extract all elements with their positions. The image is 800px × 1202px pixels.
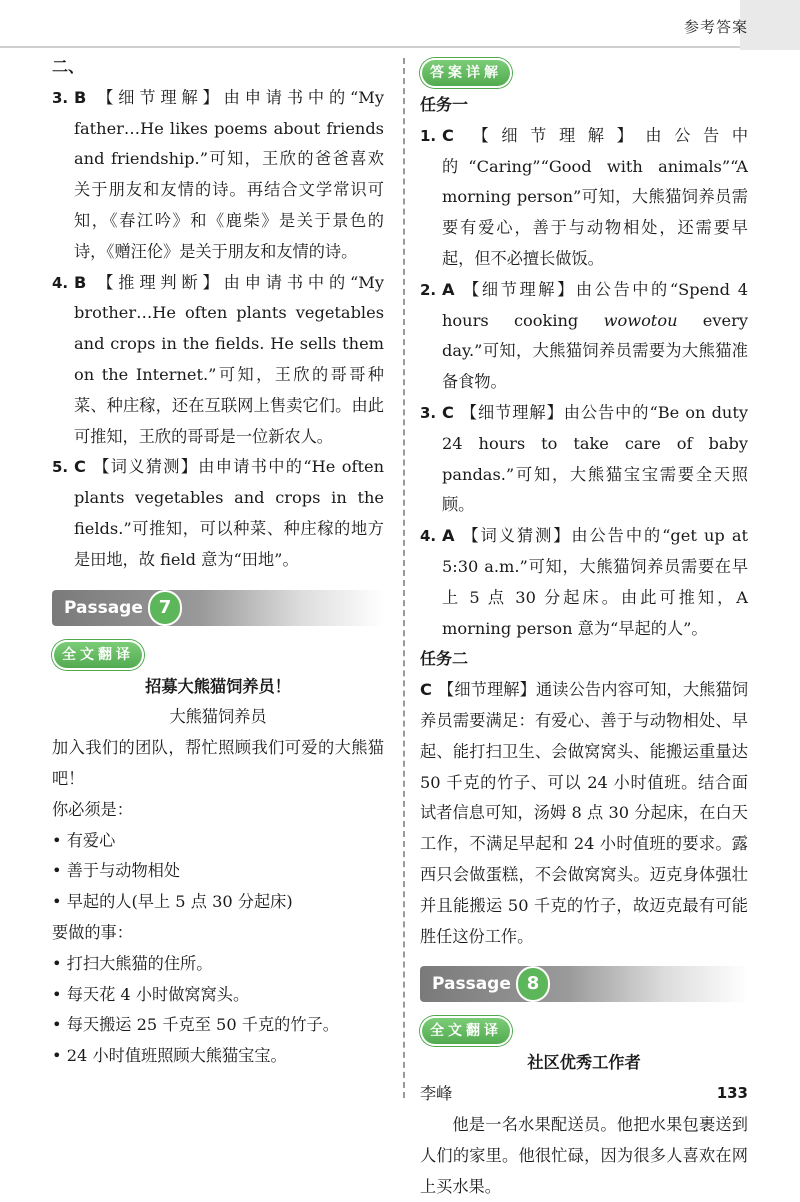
answer-item xyxy=(52,83,384,268)
explanation-text: 通读公告内容可知，大熊猫饲养员需要满足：有爱心、善于与动物相处、早起、能打扫卫生、会做窝窝头、能搬运重量达 50 千克的竹子、可以 24 小时值班。结合面试者信息可知，汤姆 8 点 30 分起床，在白天工作，不满足早起和 24 小时值班的要求。露西只会做蛋糕，不会做窝窝头。迈克身体强壮并且能搬运 50 千克的竹子，故迈克最有可能胜任这份工作。 xyxy=(420,680,749,946)
passage-banner xyxy=(52,590,384,626)
item-number: 3. xyxy=(420,403,437,422)
answer-item xyxy=(52,268,384,453)
question-type-tag: 【细节理解】 xyxy=(460,279,576,299)
list-item: • 24 小时值班照顾大熊猫宝宝。 xyxy=(52,1041,384,1072)
explanation-text: 由公告中的“get up at 5:30 a.m.”可知，大熊猫饲养员需要在早上 5 点 30 分起床。由此可推知，A morning person 意为“早起的人”。 xyxy=(442,526,748,638)
question-type-tag: 【细节理解】 xyxy=(459,402,564,422)
answer-letter: C xyxy=(442,402,454,422)
top-bar xyxy=(0,0,800,50)
passage-label: Passage xyxy=(64,597,143,618)
explanation-text: 由申请书中的“My brother…He often plants vegetables and crops in the fields. He sells them on the Internet.”可知，王欣的哥哥种菜、种庄稼，还在互联网上售卖它们。由此可推知，王欣的哥哥是一位新农人。 xyxy=(74,272,385,446)
explanation-text: 由公告中的“Be on duty 24 hours to take care of baby pandas.”可知，大熊猫宝宝需要全天照顾。 xyxy=(442,402,749,515)
explanation-text: 由公告中的“Caring”“Good with animals”“A morning person”可知，大熊猫饲养员需要有爱心，善于与动物相处，还需要早起，但不必擅长做饭。 xyxy=(442,125,749,268)
answer-letter: A xyxy=(442,526,455,546)
question-type-tag: 【细节理解】 xyxy=(92,87,224,107)
item-number: 4. xyxy=(420,527,437,546)
answer-item xyxy=(420,121,748,275)
task-two-explanation xyxy=(420,675,748,952)
duties-heading: 要做的事： xyxy=(52,922,133,942)
question-type-tag: 【词义猜测】 xyxy=(460,526,572,546)
answer-item xyxy=(420,275,748,398)
question-type-tag: 【推理判断】 xyxy=(92,272,224,292)
item-number: 1. xyxy=(420,126,437,145)
question-type-tag: 【词义猜测】 xyxy=(91,457,199,477)
passage-label: Passage xyxy=(432,974,511,995)
answer-letter: C xyxy=(74,457,86,477)
passage-number: 7 xyxy=(150,592,180,624)
list-item: • 打扫大熊猫的住所。 xyxy=(52,949,384,980)
task-two-heading: 任务二 xyxy=(420,649,469,669)
item-number: 3. xyxy=(52,88,69,107)
right-column xyxy=(420,52,748,1202)
header-rule xyxy=(0,46,800,48)
answer-letter: C xyxy=(420,680,432,700)
item-number: 4. xyxy=(52,273,69,292)
translation-badge: 全文翻译 xyxy=(52,640,144,670)
answer-item xyxy=(52,452,384,575)
running-header: 参考答案 xyxy=(683,18,748,36)
question-type-tag: 【细节理解】 xyxy=(437,680,536,700)
answer-item xyxy=(420,521,748,644)
explanation-text: 由申请书中的“My father…He likes poems about friends and friendship.”可知，王欣的爸爸喜欢关于朋友和友情的诗。再结合文学常识可知，《春江吟》和《鹿柴》是关于景色的诗，《赠汪伦》是关于朋友和友情的诗。 xyxy=(74,87,385,261)
page-edge-tab xyxy=(740,0,800,50)
section-heading: 二、 xyxy=(52,57,85,76)
list-item: • 早起的人(早上 5 点 30 分起床) xyxy=(52,887,384,918)
translation-paragraph: 他是一名水果配送员。他把水果包裹送到人们的家里。他很忙碌，因为很多人喜欢在网上买水果。 xyxy=(420,1114,748,1196)
translation-author: 李峰 xyxy=(420,1084,453,1104)
italic-word: wowotou xyxy=(603,310,678,330)
answer-item xyxy=(420,398,748,521)
left-column xyxy=(52,52,384,1072)
item-number: 5. xyxy=(52,458,69,477)
list-item: • 每天搬运 25 千克至 50 千克的竹子。 xyxy=(52,1010,384,1041)
answer-letter: B xyxy=(74,87,87,107)
list-item: • 善于与动物相处 xyxy=(52,856,384,887)
translation-subtitle: 大熊猫饲养员 xyxy=(169,707,267,727)
answer-explanation-badge: 答案详解 xyxy=(420,58,512,88)
list-item: • 每天花 4 小时做窝窝头。 xyxy=(52,980,384,1011)
item-number: 2. xyxy=(420,280,437,299)
translation-intro: 加入我们的团队，帮忙照顾我们可爱的大熊猫吧！ xyxy=(52,738,384,788)
translation-badge: 全文翻译 xyxy=(420,1016,512,1046)
page-number: 133 xyxy=(716,1084,748,1102)
translation-title: 招募大熊猫饲养员！ xyxy=(145,676,291,696)
task-one-heading: 任务一 xyxy=(420,95,469,114)
passage-number: 8 xyxy=(518,968,548,1000)
column-divider xyxy=(403,58,405,1098)
answer-letter: C xyxy=(442,125,454,145)
answer-letter: B xyxy=(74,272,87,292)
list-item: • 有爱心 xyxy=(52,826,384,857)
explanation-text: 由公告中的“Spend 4 hours cooking xyxy=(442,279,748,330)
requirements-heading: 你必须是： xyxy=(52,799,133,819)
explanation-text: 由申请书中的“He often plants vegetables and crops in the fields.”可推知，可以种菜、种庄稼的地方是田地，故 field 意为“田地”。 xyxy=(74,457,384,569)
explanation-text: every day.”可知，大熊猫饲养员需要为大熊猫准备食物。 xyxy=(442,310,748,392)
translation-title: 社区优秀工作者 xyxy=(527,1053,641,1073)
passage-banner xyxy=(420,966,748,1002)
answer-letter: A xyxy=(442,279,455,299)
question-type-tag: 【细节理解】 xyxy=(459,125,646,145)
